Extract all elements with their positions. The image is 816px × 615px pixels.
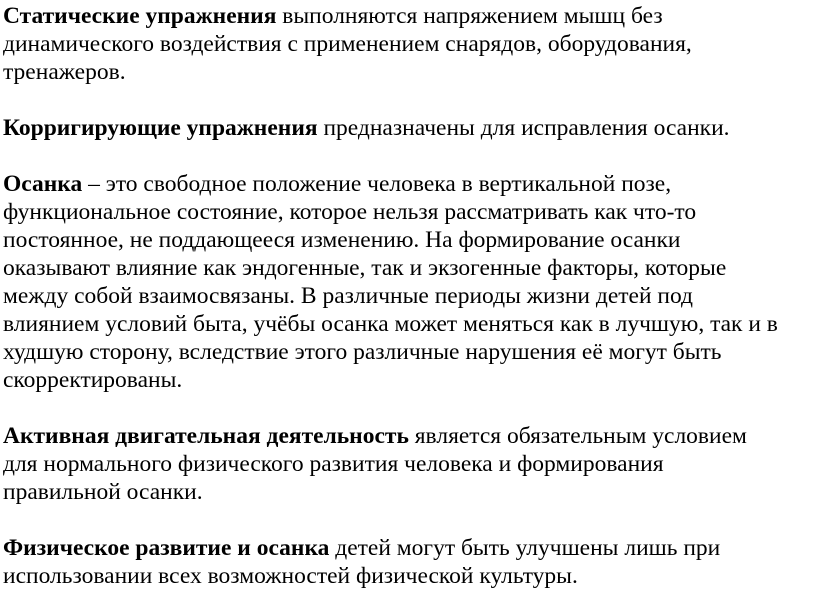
text-line: правильной осанки. [3, 479, 203, 505]
term-corrective-exercises: Корригирующие упражнения [3, 115, 318, 141]
text-line: худшую сторону, вследствие этого различные нарушения её могут быть [3, 339, 722, 365]
text-line [3, 534, 813, 562]
paragraph-corrective-exercises [3, 114, 813, 142]
text-line: оказывают влияние как эндогенные, так и экзогенные факторы, которые [3, 255, 727, 281]
term-physical-development: Физическое развитие и осанка [3, 535, 330, 561]
paragraph-motor-activity [3, 422, 813, 506]
text-line: использовании всех возможностей физической культуры. [3, 563, 578, 589]
text-segment: выполняются напряжением мышц без [276, 3, 663, 29]
text-line: для нормального физического развития человека и формирования [3, 451, 664, 477]
paragraph-posture [3, 170, 813, 394]
paragraph-physical-development [3, 534, 813, 590]
text-line: тренажеров. [3, 59, 126, 85]
text-line: динамического воздействия с применением снарядов, оборудования, [3, 31, 692, 57]
term-static-exercises: Статические упражнения [3, 3, 277, 29]
text-segment: – это свободное положение человека в вертикальной позе, [82, 171, 672, 197]
paragraph-gap [3, 394, 813, 422]
text-line [3, 2, 813, 30]
text-line [3, 422, 813, 450]
paragraph-static-exercises [3, 2, 813, 86]
text-line: между собой взаимосвязаны. В различные периоды жизни детей под [3, 283, 694, 309]
paragraph-gap [3, 506, 813, 534]
term-motor-activity: Активная двигательная деятельность [3, 423, 409, 449]
term-posture: Осанка [3, 171, 83, 197]
paragraph-gap [3, 86, 813, 114]
text-line: функциональное состояние, которое нельзя рассматривать как что-то [3, 199, 697, 225]
document-body [3, 2, 813, 590]
text-segment: является обязательным условием [408, 423, 747, 449]
text-line: скорректированы. [3, 367, 183, 393]
text-segment: предназначены для исправления осанки. [317, 115, 730, 141]
text-line [3, 170, 813, 198]
paragraph-gap [3, 142, 813, 170]
text-line: влиянием условий быта, учёбы осанка может меняться как в лучшую, так и в [3, 311, 778, 337]
text-line [3, 114, 813, 142]
text-line: постоянное, не поддающееся изменению. На формирование осанки [3, 227, 681, 253]
text-segment: детей могут быть улучшены лишь при [329, 535, 721, 561]
